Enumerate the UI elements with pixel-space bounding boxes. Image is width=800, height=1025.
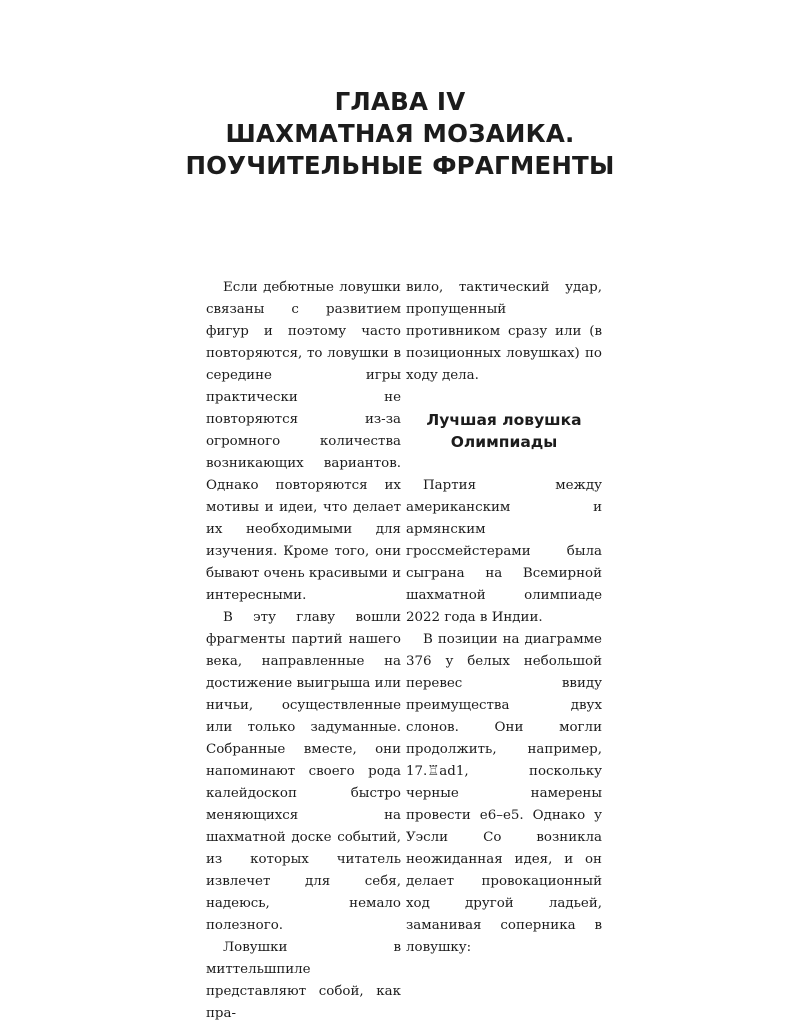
chapter-title-line-1: ШАХМАТНАЯ МОЗАИКА. [225, 119, 575, 148]
paragraph: В эту главу вошли фрагменты партий нашего века, направленные на достижение выигрыша или ничьи, осуществленные или только задуманные. Собранные вместе, они напоминают своего рода калейдоскоп быстро меняющихся на шахматной доске событий, из которых читатель извлечет для себя, надеюсь, немало полезного. [206, 610, 401, 933]
paragraph: Партия между американским и армянским гроссмейстерами была сыграна на Всемирной шахматной олимпиаде 2022 года в Индии. [406, 478, 602, 625]
paragraph: В позиции на диаграмме 376 у белых небольшой перевес ввиду преимущества двух слонов. Они могли продолжить, например, 17.♖ad1, поскольку черные намерены провести e6–e5. Однако у Уэсли Со возникла неожиданная идея, и он делает провокационный ход другой ладьей, заманивая соперника в ловушку: [406, 632, 602, 955]
chapter-number: ГЛАВА IV [334, 87, 466, 116]
section-heading-line-2: Олимпиады [450, 433, 558, 451]
chapter-title [100, 86, 700, 182]
chapter-title-line-2: ПОУЧИТЕЛЬНЫЕ ФРАГМЕНТЫ [185, 151, 615, 180]
paragraph: Если дебютные ловушки связаны с развитием фигур и поэтому часто повторяются, то ловушки в середине игры практически не повторяются из-за огромного количества возникающих вариантов. Однако повторяются их мотивы и идеи, что делает их необходимыми для изучения. Кроме того, они бывают очень красивыми и интересными. [206, 280, 401, 603]
section-heading [406, 409, 602, 453]
right-column [406, 277, 602, 959]
section-heading-line-1: Лучшая ловушка [426, 411, 582, 429]
paragraph: Ловушки в миттельшпиле представляют собой, как пра- [206, 940, 401, 1021]
paragraph-continuation: вило, тактический удар, пропущенный противником сразу или (в позиционных ловушках) по ходу дела. [406, 280, 602, 383]
left-column [206, 277, 401, 1025]
